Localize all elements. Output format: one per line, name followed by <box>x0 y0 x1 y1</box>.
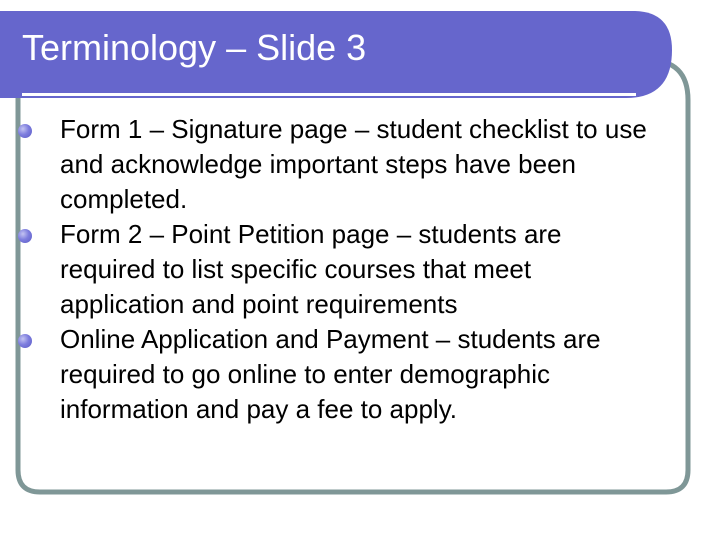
bullet-list <box>18 112 658 427</box>
bullet-text: Form 1 – Signature page – student checklist to use and acknowledge important steps have been completed. <box>60 114 647 214</box>
slide-title: Terminology – Slide 3 <box>22 27 367 68</box>
bullet-item-form-1 <box>18 112 658 217</box>
bullet-text: Online Application and Payment – students are required to go online to enter demographic information and pay a fee to apply. <box>60 324 601 424</box>
title-underline <box>22 93 636 96</box>
bullet-icon <box>18 124 32 138</box>
bullet-item-online-application <box>18 322 658 427</box>
bullet-item-form-2 <box>18 217 658 322</box>
bullet-text: Form 2 – Point Petition page – students are required to list specific courses that meet application and point requirements <box>60 219 562 319</box>
bullet-icon <box>18 229 32 243</box>
bullet-icon <box>18 334 32 348</box>
